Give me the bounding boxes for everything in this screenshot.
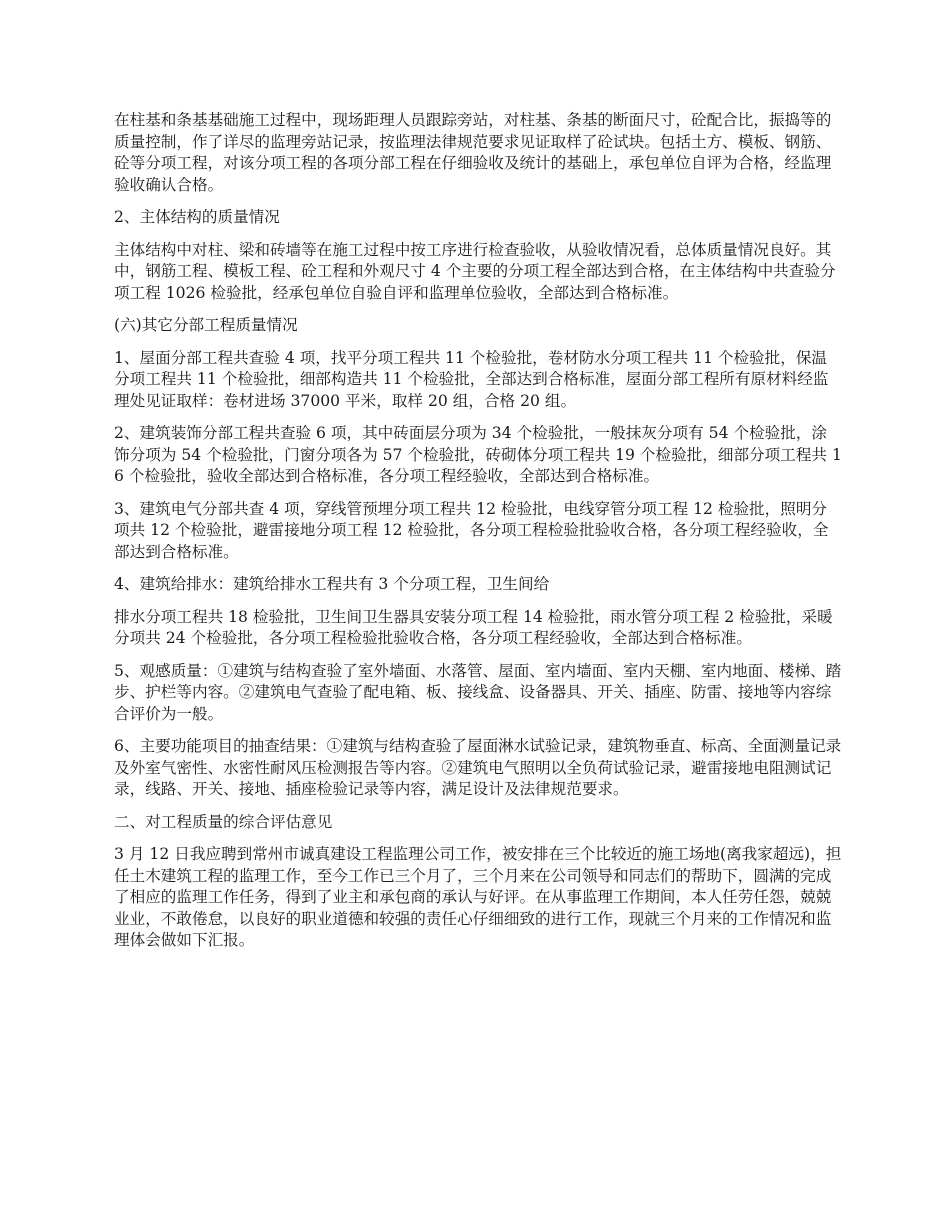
heading-main-structure-quality: 2、主体结构的质量情况 [114, 208, 280, 226]
paragraph-work-report: 3 月 12 日我应聘到常州市诚真建设工程监理公司工作，被安排在三个比较近的施工场地(离我家超远)，担任土木建筑工程的监理工作，至今工作已三个月了，三个月来在公司领导和同志们的帮助下，圆满的完成了相应的监理工作任务，得到了业主和承包商的承认与好评。在从事监理工作期间，本人任劳任怨，兢兢业业，不敢倦怠，以良好的职业道德和较强的责任心仔细细致的进行工作，现就三个月来的工作情况和监理体会做如下汇报。 [114, 845, 842, 949]
paragraph-plumbing-detail: 排水分项工程共 18 检验批，卫生间卫生器具安装分项工程 14 检验批，雨水管分项工程 2 检验批，采暖分项共 24 个检验批，各分项工程检验批验收合格，各分项工程经验收，全部达到合格标准。 [114, 607, 833, 647]
paragraph-main-structure: 主体结构中对柱、梁和砖墙等在施工过程中按工序进行检查验收，从验收情况看，总体质量情况良好。其中，钢筋工程、模板工程、砼工程和外观尺寸 4 个主要的分项工程全部达到合格，在主体结构中共查验分项工程 1026 检验批，经承包单位自验自评和监理单位验收，全部达到合格标准。 [114, 240, 836, 302]
paragraph-electrical: 3、建筑电气分部共查 4 项，穿线管预埋分项工程共 12 检验批，电线穿管分项工程 12 检验批，照明分项共 12 个检验批，避雷接地分项工程 12 检验批，各分项工程检验批验收合格，各分项工程经验收，全部达到合格标准。 [114, 499, 829, 561]
paragraph-plumbing-intro: 4、建筑给排水：建筑给排水工程共有 3 个分项工程，卫生间给 [114, 575, 550, 593]
heading-overall-assessment: 二、对工程质量的综合评估意见 [114, 812, 333, 831]
paragraph-function-spot-check: 6、主要功能项目的抽查结果：①建筑与结构查验了屋面淋水试验记录，建筑物垂直、标高、全面测量记录及外室气密性、水密性耐风压检测报告等内容。②建筑电气照明以全负荷试验记录，避雷接地电阻测试记录，线路、开关、接地、插座检验记录等内容，满足设计及法律规范要求。 [114, 737, 842, 798]
paragraph-foundation-construction: 在柱基和条基基础施工过程中，现场距理人员跟踪旁站，对柱基、条基的断面尺寸，砼配合比，振捣等的质量控制，作了详尽的监理旁站记录，按监理法律规范要求见证取样了砼试块。包括土方、模板、钢筋、砼等分项工程，对该分项工程的各项分部工程在仔细验收及统计的基础上，承包单位自评为合格，经监理验收确认合格。 [114, 111, 832, 194]
document-body [114, 110, 842, 963]
paragraph-appearance-quality: 5、观感质量：①建筑与结构查验了室外墙面、水落管、屋面、室内墙面、室内天棚、室内地面、楼梯、踏步、护栏等内容。②建筑电气查验了配电箱、板、接线盒、设备器具、开关、插座、防雷、接地等内容综合评价为一般。 [114, 661, 842, 723]
paragraph-decoration: 2、建筑装饰分部工程共查验 6 项，其中砖面层分项为 34 个检验批，一般抹灰分项有 54 个检验批，涂饰分项为 54 个检验批，门窗分项各为 57 个检验批，砖砌体分项工程共 19 个检验批，细部分项工程共 16 个检验批，验收全部达到合格标准，各分项工程经验收，全部达到合格标准。 [114, 424, 842, 485]
heading-other-subsections: (六)其它分部工程质量情况 [114, 316, 298, 334]
paragraph-roofing: 1、屋面分部工程共查验 4 项，找平分项工程共 11 个检验批，卷材防水分项工程共 11 个检验批，保温分项工程共 11 个检验批，细部构造共 11 个检验批，全部达到合格标准，屋面分部工程所有原材料经监理处见证取样：卷材进场 37000 平米，取样 20 组，合格 20 组。 [114, 348, 829, 410]
